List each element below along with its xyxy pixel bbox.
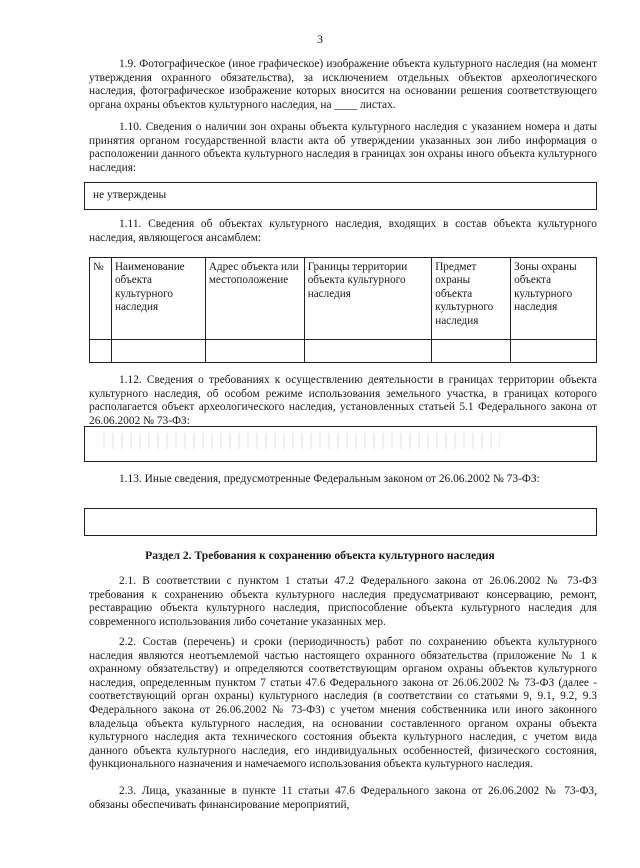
header-address: Адрес объекта или местоположение — [205, 258, 304, 340]
paragraph-1-12: 1.12. Сведения о требованиях к осуществлению деятельности в границах территории объекта культурного наследия, об особом режиме использования земельного участка, в границах которого располагается объект археологического наследия, установленных статьей 5.1 Федерального закона от 26.06.2002 № 73-ФЗ: — [89, 374, 597, 427]
paragraph-1-11: 1.11. Сведения об объектах культурного наследия, входящих в состав объекта культурного наследия, являющегося ансамблем: — [89, 218, 597, 244]
zones-value-box — [84, 182, 597, 210]
table-cell — [432, 340, 511, 363]
table-cell — [205, 340, 304, 363]
other-info-box — [84, 508, 597, 536]
header-zones: Зоны охраны объекта культурного наследия — [511, 258, 597, 340]
table-cell — [511, 340, 597, 363]
table-cell — [90, 340, 112, 363]
paragraph-1-9: 1.9. Фотографическое (иное графическое) изображение объекта культурного наследия (на момент утверждения охранного обязательства), за исключением отдельных объектов археологического наследия, фотографическое изображение которых вносится на основании решения соответствующего органа охраны объектов культурного наследия, на ____ листах. — [89, 58, 597, 111]
page-number: 3 — [317, 32, 323, 46]
table-cell — [111, 340, 205, 363]
paragraph-2-3: 2.3. Лица, указанные в пункте 11 статьи 47.6 Федерального закона от 26.06.2002 № 73-ФЗ, обязаны обеспечивать финансирование мероприятий, — [89, 785, 597, 811]
paragraph-2-1: 2.1. В соответствии с пунктом 1 статьи 47.2 Федерального закона от 26.06.2002 № 73-ФЗ требования к сохранению объекта культурного наследия предусматривают консервацию, ремонт, реставрацию объекта культурного наследия, приспособление объекта культурного наследия для современного использования либо сочетание указанных мер. — [89, 575, 597, 628]
scan-smudge — [100, 433, 500, 449]
table-row — [90, 340, 597, 363]
header-boundaries: Границы территории объекта культурного наследия — [304, 258, 432, 340]
paragraph-1-13: 1.13. Иные сведения, предусмотренные Федеральным законом от 26.06.2002 № 73-ФЗ: — [119, 473, 540, 485]
paragraph-2-2: 2.2. Состав (перечень) и сроки (периодичность) работ по сохранению объекта культурного наследия являются неотъемлемой частью настоящего охранного обязательства (приложение № 1 к охранному обязательству) и определяются соответствующим органом охраны объектов культурного наследия, определенным пунктом 7 статьи 47.6 Федерального закона от 26.06.2002 № 73-ФЗ (далее - соответствующий орган охраны) культурного наследия (в соответствии со статьями 9, 9.1, 9.2, 9.3 Федерального закона от 26.06.2002 № 73-ФЗ) с учетом мнения собственника или иного законного владельца объекта культурного наследия, на основании составленного органом охраны объекта культурного наследия акта технического состояния объекта культурного наследия, с учетом вида данного объекта культурного наследия, его индивидуальных особенностей, физического состояния, функционального назначения и намечаемого использования объекта культурного наследия. — [89, 636, 597, 771]
section-2-heading: Раздел 2. Требования к сохранению объекта культурного наследия — [145, 549, 495, 562]
table-cell — [304, 340, 432, 363]
header-name: Наименование объекта культурного наследия — [111, 258, 205, 340]
table-header-row — [90, 258, 597, 340]
zones-value: не утверждены — [93, 189, 167, 201]
ensemble-table — [89, 257, 597, 363]
paragraph-1-10: 1.10. Сведения о наличии зон охраны объекта культурного наследия с указанием номера и даты принятия органом государственной власти акта об утверждении указанных зон либо информация о расположении данного объекта культурного наследия в границах зон охраны иного объекта культурного наследия: — [89, 121, 597, 174]
header-subject: Предмет охраны объекта культурного наследия — [432, 258, 511, 340]
header-number: № — [90, 258, 112, 340]
